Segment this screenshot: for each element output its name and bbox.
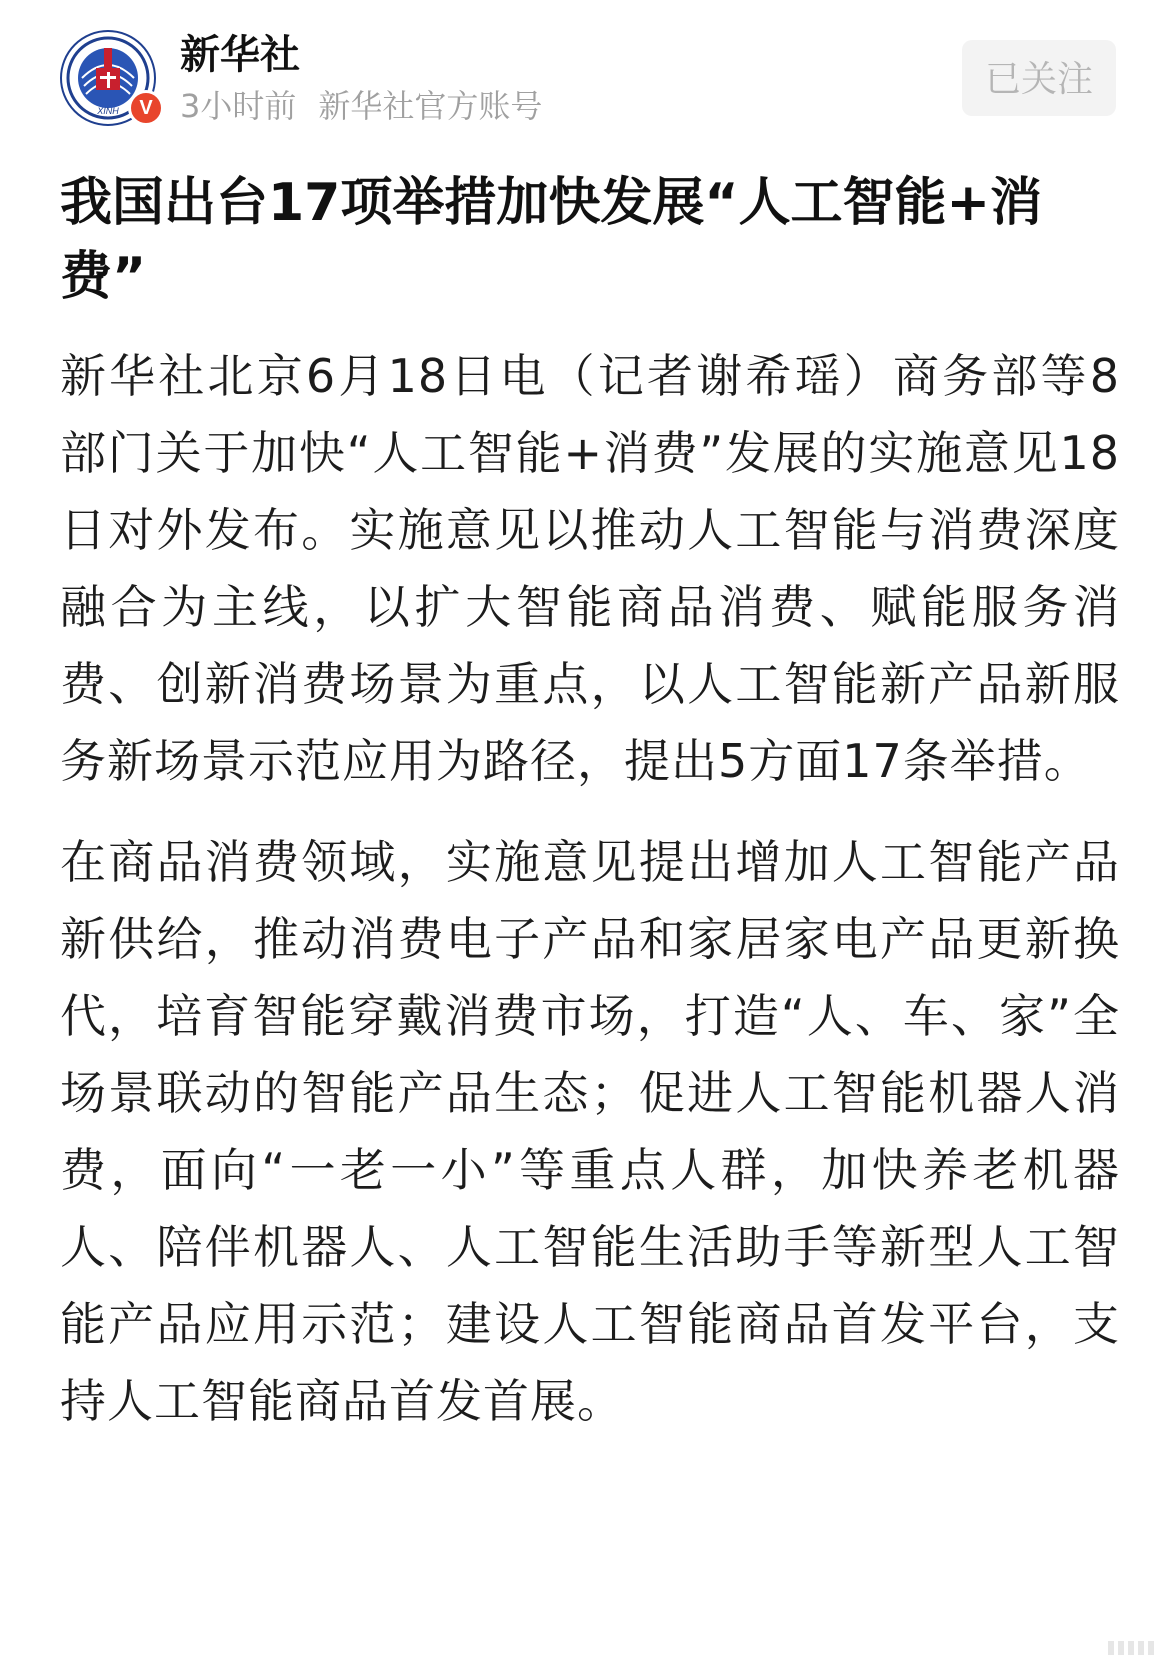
post-header [0, 0, 1176, 150]
scroll-indicator [1108, 1641, 1156, 1655]
follow-button[interactable]: 已关注 [962, 40, 1116, 116]
article-body [60, 166, 1120, 1464]
account-description: 新华社官方账号 [318, 87, 543, 125]
article-paragraph: 在商品消费领域，实施意见提出增加人工智能产品新供给，推动消费电子产品和家居家电产品更新换代，培育智能穿戴消费市场，打造“人、车、家”全场景联动的智能产品生态；促进人工智能机器人消费，面向“一老一小”等重点人群，加快养老机器人、陪伴机器人、人工智能生活助手等新型人工智能产品应用示范；建设人工智能商品首发平台，支持人工智能商品首发首展。 [60, 835, 1120, 1428]
post-time: 3小时前 [180, 87, 297, 125]
article-paragraph: 新华社北京6月18日电（记者谢希瑶）商务部等8部门关于加快“人工智能+消费”发展的实施意见18日对外发布。实施意见以推动人工智能与消费深度融合为主线，以扩大智能商品消费、赋能服务消费、创新消费场景为重点，以人工智能新产品新服务新场景示范应用为路径，提出5方面17条举措。 [60, 349, 1120, 788]
article-title: 我国出台17项举措加快发展“人工智能+消费” [60, 173, 1043, 307]
avatar-logo-text: XINH [97, 106, 119, 116]
verified-badge-icon: V [128, 90, 164, 126]
account-name[interactable]: 新华社 [180, 32, 300, 78]
post-meta [180, 86, 542, 126]
